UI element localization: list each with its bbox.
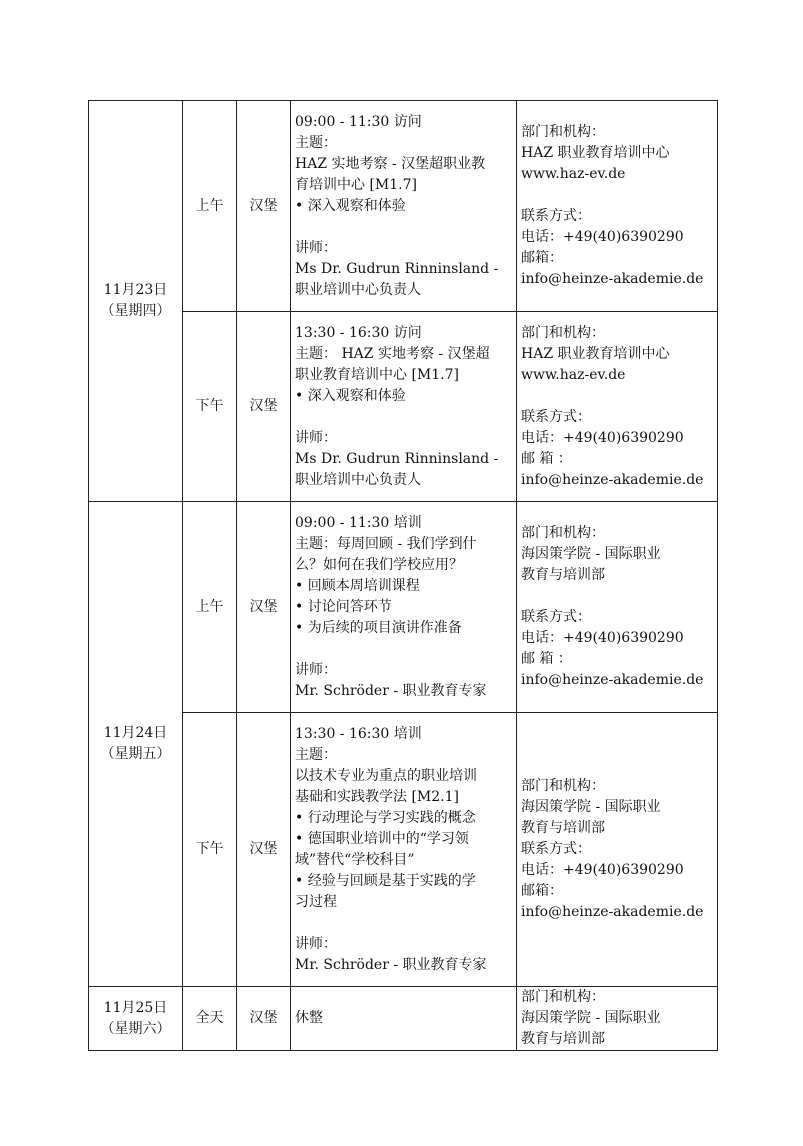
contact-line: 邮箱： [521,883,563,899]
date-cell [89,101,183,502]
contact-line: 电话：+49(40)6390290 [521,862,684,878]
location-cell: 汉堡 [237,987,291,1051]
day-part-cell: 全天 [183,987,237,1051]
contact-line: HAZ 职业教育培训中心 [521,145,670,161]
contact-line: 部门和机构： [521,525,605,541]
day-part-cell: 下午 [183,312,237,502]
date-cell [89,987,183,1051]
blank-line [521,586,713,607]
activity-line: 主题：每周回顾 - 我们学到什 [295,535,477,552]
weekday-label: （星期五） [100,746,171,762]
activity-line: 基础和实践教学法 [M2.1] [295,788,459,805]
activity-line: Ms Dr. Gudrun Rinninsland - [295,260,499,277]
contact-line: 电话：+49(40)6390290 [521,429,684,446]
activity-line: Mr. Schröder - 职业教育专家 [295,682,487,699]
contact-line: 海因策学院 - 国际职业 [521,546,661,562]
activity-line: 主题： [295,746,337,763]
contact-line: 邮 箱 ： [521,651,572,667]
contact-cell [517,312,718,502]
activity-line: • 为后续的项目演讲作准备 [295,619,462,636]
location-cell: 汉堡 [237,502,291,713]
contact-line: 教育与培训部 [521,1031,605,1047]
schedule-table [88,100,718,1051]
blank-line [295,639,512,660]
email-line: info@heinze-akademie.de [521,904,704,920]
activity-line: 以技术专业为重点的职业培训 [295,767,477,784]
activity-line: • 德国职业培训中的“学习领 [295,830,469,847]
weekday-label: （星期四） [100,303,171,319]
contact-cell [517,987,718,1051]
table-row [89,101,718,312]
activity-line: • 回顾本周培训课程 [295,577,420,594]
email-line: info@heinze-akademie.de [521,672,704,688]
activity-line: 职业培训中心负责人 [295,281,421,298]
activity-cell [291,101,517,312]
activity-line: 职业培训中心负责人 [295,471,421,488]
activity-line: Mr. Schröder - 职业教育专家 [295,956,487,973]
contact-line: 部门和机构： [521,124,605,140]
contact-line: 海因策学院 - 国际职业 [521,799,661,815]
activity-line: 讲师： [295,661,337,678]
day-part-cell: 下午 [183,713,237,987]
blank-line [521,185,713,206]
contact-line: www.haz-ev.de [521,166,626,182]
contact-line: 邮 箱 ： [521,450,572,467]
blank-line [521,386,713,407]
activity-line: 主题： [295,134,337,151]
weekday-label: （星期六） [100,1020,171,1037]
activity-line: • 行动理论与学习实践的概念 [295,809,476,826]
location-cell: 汉堡 [237,713,291,987]
activity-cell [291,502,517,713]
table-row [89,987,718,1051]
activity-line: 讲师： [295,935,337,952]
blank-line [295,217,512,238]
blank-line [295,407,512,428]
activity-line: • 深入观察和体验 [295,197,406,214]
activity-line: 主题： HAZ 实地考察 - 汉堡超 [295,345,490,362]
activity-line: 域”替代“学校科目” [295,851,415,868]
contact-line: 邮箱： [521,250,563,266]
email-line: info@heinze-akademie.de [521,471,704,488]
contact-line: 联系方式： [521,408,591,425]
contact-line: 联系方式： [521,841,591,857]
activity-line: 13:30 - 16:30 访问 [295,324,422,341]
table-row [89,502,718,713]
contact-line: 教育与培训部 [521,567,605,583]
table-row [89,713,718,987]
contact-line: HAZ 职业教育培训中心 [521,345,670,362]
email-line: info@heinze-akademie.de [521,271,704,287]
contact-cell [517,502,718,713]
activity-line: 休整 [295,1010,323,1026]
contact-line: 部门和机构： [521,778,605,794]
contact-line: 部门和机构： [521,324,605,341]
contact-cell [517,713,718,987]
activity-cell [291,987,517,1051]
activity-line: 讲师： [295,429,337,446]
contact-line: 教育与培训部 [521,820,605,836]
activity-line: • 讨论问答环节 [295,598,392,615]
activity-line: • 深入观察和体验 [295,387,406,404]
activity-cell [291,713,517,987]
day-part-cell: 上午 [183,101,237,312]
activity-line: 09:00 - 11:30 培训 [295,514,422,531]
activity-line: 么？如何在我们学校应用？ [295,556,463,573]
table-row [89,312,718,502]
date-label: 11月23日 [103,282,168,298]
date-cell [89,502,183,987]
activity-line: • 经验与回顾是基于实践的学 [295,872,476,889]
location-cell: 汉堡 [237,101,291,312]
contact-line: 部门和机构： [521,989,605,1005]
activity-line: 09:00 - 11:30 访问 [295,113,422,130]
contact-line: 电话：+49(40)6390290 [521,229,684,245]
activity-cell [291,312,517,502]
activity-line: 育培训中心 [M1.7] [295,176,417,193]
location-cell: 汉堡 [237,312,291,502]
date-label: 11月25日 [103,999,168,1016]
contact-line: 电话：+49(40)6390290 [521,630,684,646]
activity-line: 讲师： [295,239,337,256]
blank-line [295,913,512,934]
contact-line: 海因策学院 - 国际职业 [521,1010,661,1026]
day-part-cell: 上午 [183,502,237,713]
activity-line: 13:30 - 16:30 培训 [295,725,422,742]
contact-cell [517,101,718,312]
date-label: 11月24日 [103,725,168,741]
activity-line: 习过程 [295,893,337,910]
contact-line: 联系方式： [521,208,591,224]
contact-line: www.haz-ev.de [521,366,626,383]
contact-line: 联系方式： [521,609,591,625]
activity-line: 职业教育培训中心 [M1.7] [295,366,459,383]
activity-line: HAZ 实地考察 - 汉堡超职业教 [295,155,486,172]
activity-line: Ms Dr. Gudrun Rinninsland - [295,450,499,467]
